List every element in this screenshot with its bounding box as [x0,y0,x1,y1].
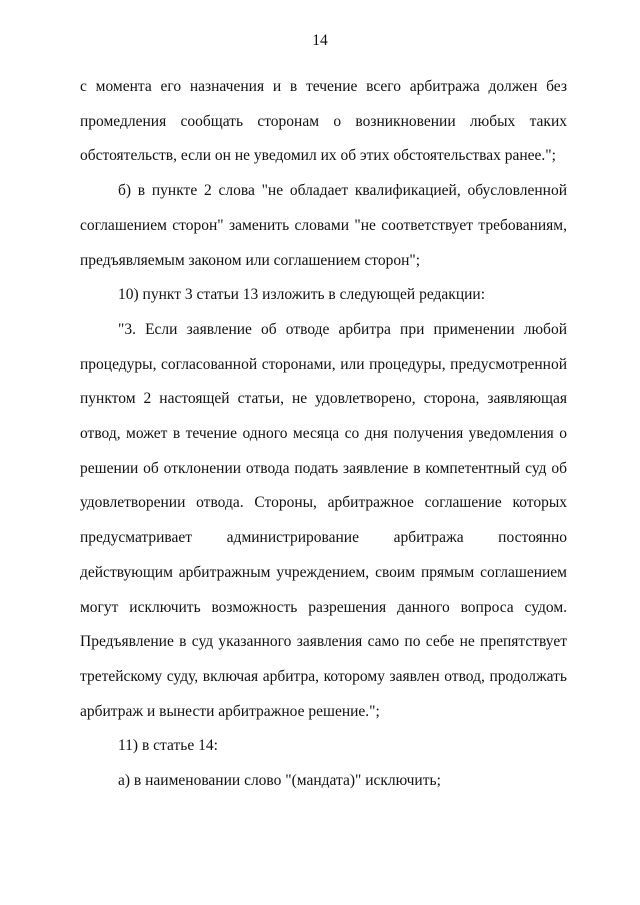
page-number: 14 [312,32,328,49]
paragraph-item-a: а) в наименовании слово "(мандата)" исключить; [118,772,441,790]
paragraph-continuation: с момента его назначения и в течение всего арбитража должен без промедления сообщать сторонам о возникновении любых таких обстоятельств, если он не уведомил их об этих обстоятельствах ранее."; [80,78,567,165]
document-body [80,70,567,799]
paragraph-item-b: б) в пункте 2 слова "не обладает квалификацией, обусловленной соглашением сторон" заменить словами "не соответствует требованиям, предъявляемым законом или соглашением сторон"; [80,182,567,269]
paragraph-item-11: 11) в статье 14: [118,737,218,755]
paragraph-item-10: 10) пункт 3 статьи 13 изложить в следующей редакции: [118,286,486,304]
paragraph-article-13-point-3: "3. Если заявление об отводе арбитра при применении любой процедуры, согласованной сторонами, или процедуры, предусмотренной пунктом 2 настоящей статьи, не удовлетворено, сторона, заявляющая отвод, может в течение одного месяца со дня получения уведомления о решении об отклонении отвода подать заявление в компетентный суд об удовлетворении отвода. Стороны, арбитражное соглашение которых предусматривает администрирование арбитража постоянно действующим арбитражным учреждением, своим прямым соглашением могут исключить возможность разрешения данного вопроса судом. Предъявление в суд указанного заявления само по себе не препятствует третейскому суду, включая арбитра, которому заявлен отвод, продолжать арбитраж и вынести арбитражное решение."; [80,320,567,720]
